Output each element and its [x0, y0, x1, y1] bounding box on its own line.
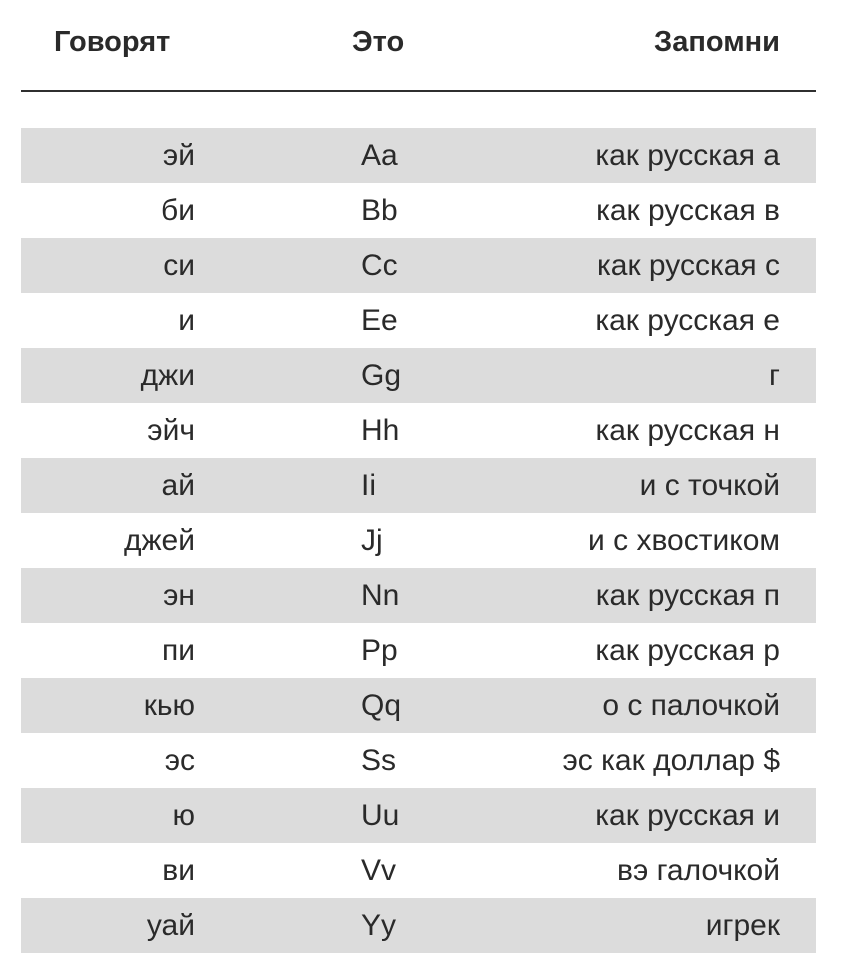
mnemonic-cell: г — [769, 359, 780, 392]
table-row — [21, 458, 816, 513]
table-body — [21, 128, 816, 953]
letter-cell: Uu — [361, 799, 400, 832]
letter-cell: Yy — [361, 909, 397, 942]
pronunciation-cell: эй — [162, 139, 195, 172]
table-row — [21, 128, 816, 183]
mnemonic-cell: о с палочкой — [602, 689, 780, 722]
letter-cell: Nn — [361, 579, 400, 612]
mnemonic-cell: как русская н — [595, 414, 780, 447]
letter-cell: Cc — [361, 249, 398, 282]
pronunciation-cell: ю — [172, 799, 195, 832]
table-header — [21, 0, 816, 92]
pronunciation-cell: джи — [140, 359, 195, 392]
table-row — [21, 403, 816, 458]
pronunciation-cell: ви — [162, 854, 195, 887]
header-remember: Запомни — [654, 26, 780, 58]
pronunciation-cell: уай — [146, 909, 195, 942]
letter-cell: Vv — [361, 854, 397, 887]
letter-cell: Ss — [361, 744, 397, 777]
mnemonic-cell: и с точкой — [639, 469, 780, 502]
mnemonic-cell: игрек — [705, 909, 780, 942]
pronunciation-cell: эс — [164, 744, 195, 777]
mnemonic-cell: эс как доллар $ — [562, 744, 780, 777]
pronunciation-cell: джей — [123, 524, 195, 557]
mnemonic-cell: вэ галочкой — [617, 854, 780, 887]
letter-cell: Jj — [361, 524, 383, 557]
mnemonic-cell: как русская п — [595, 579, 780, 612]
letter-cell: Pp — [361, 634, 398, 667]
table-row — [21, 733, 816, 788]
table-row — [21, 348, 816, 403]
letter-cell: Bb — [361, 194, 398, 227]
alphabet-table — [21, 0, 816, 942]
letter-cell: Hh — [361, 414, 400, 447]
header-say: Говорят — [54, 26, 171, 58]
header-letter: Это — [352, 26, 405, 58]
table-row — [21, 678, 816, 733]
mnemonic-cell: как русская а — [595, 139, 780, 172]
pronunciation-cell: си — [163, 249, 195, 282]
mnemonic-cell: как русская с — [597, 249, 780, 282]
letter-cell: Ee — [361, 304, 398, 337]
mnemonic-cell: и с хвостиком — [588, 524, 780, 557]
table-row — [21, 513, 816, 568]
mnemonic-cell: как русская е — [595, 304, 780, 337]
pronunciation-cell: эн — [163, 579, 195, 612]
pronunciation-cell: кью — [143, 689, 195, 722]
pronunciation-cell: эйч — [147, 414, 195, 447]
mnemonic-cell: как русская в — [596, 194, 780, 227]
table-row — [21, 623, 816, 678]
pronunciation-cell: би — [161, 194, 195, 227]
letter-cell: Aa — [361, 139, 398, 172]
letter-cell: Ii — [361, 469, 376, 502]
table-row — [21, 898, 816, 953]
mnemonic-cell: как русская р — [595, 634, 780, 667]
table-row — [21, 568, 816, 623]
pronunciation-cell: и — [178, 304, 195, 337]
pronunciation-cell: пи — [161, 634, 195, 667]
mnemonic-cell: как русская и — [595, 799, 780, 832]
table-row — [21, 238, 816, 293]
letter-cell: Qq — [361, 689, 402, 722]
table-row — [21, 843, 816, 898]
table-row — [21, 183, 816, 238]
letter-cell: Gg — [361, 359, 402, 392]
table-row — [21, 788, 816, 843]
pronunciation-cell: ай — [161, 469, 195, 502]
table-row — [21, 293, 816, 348]
